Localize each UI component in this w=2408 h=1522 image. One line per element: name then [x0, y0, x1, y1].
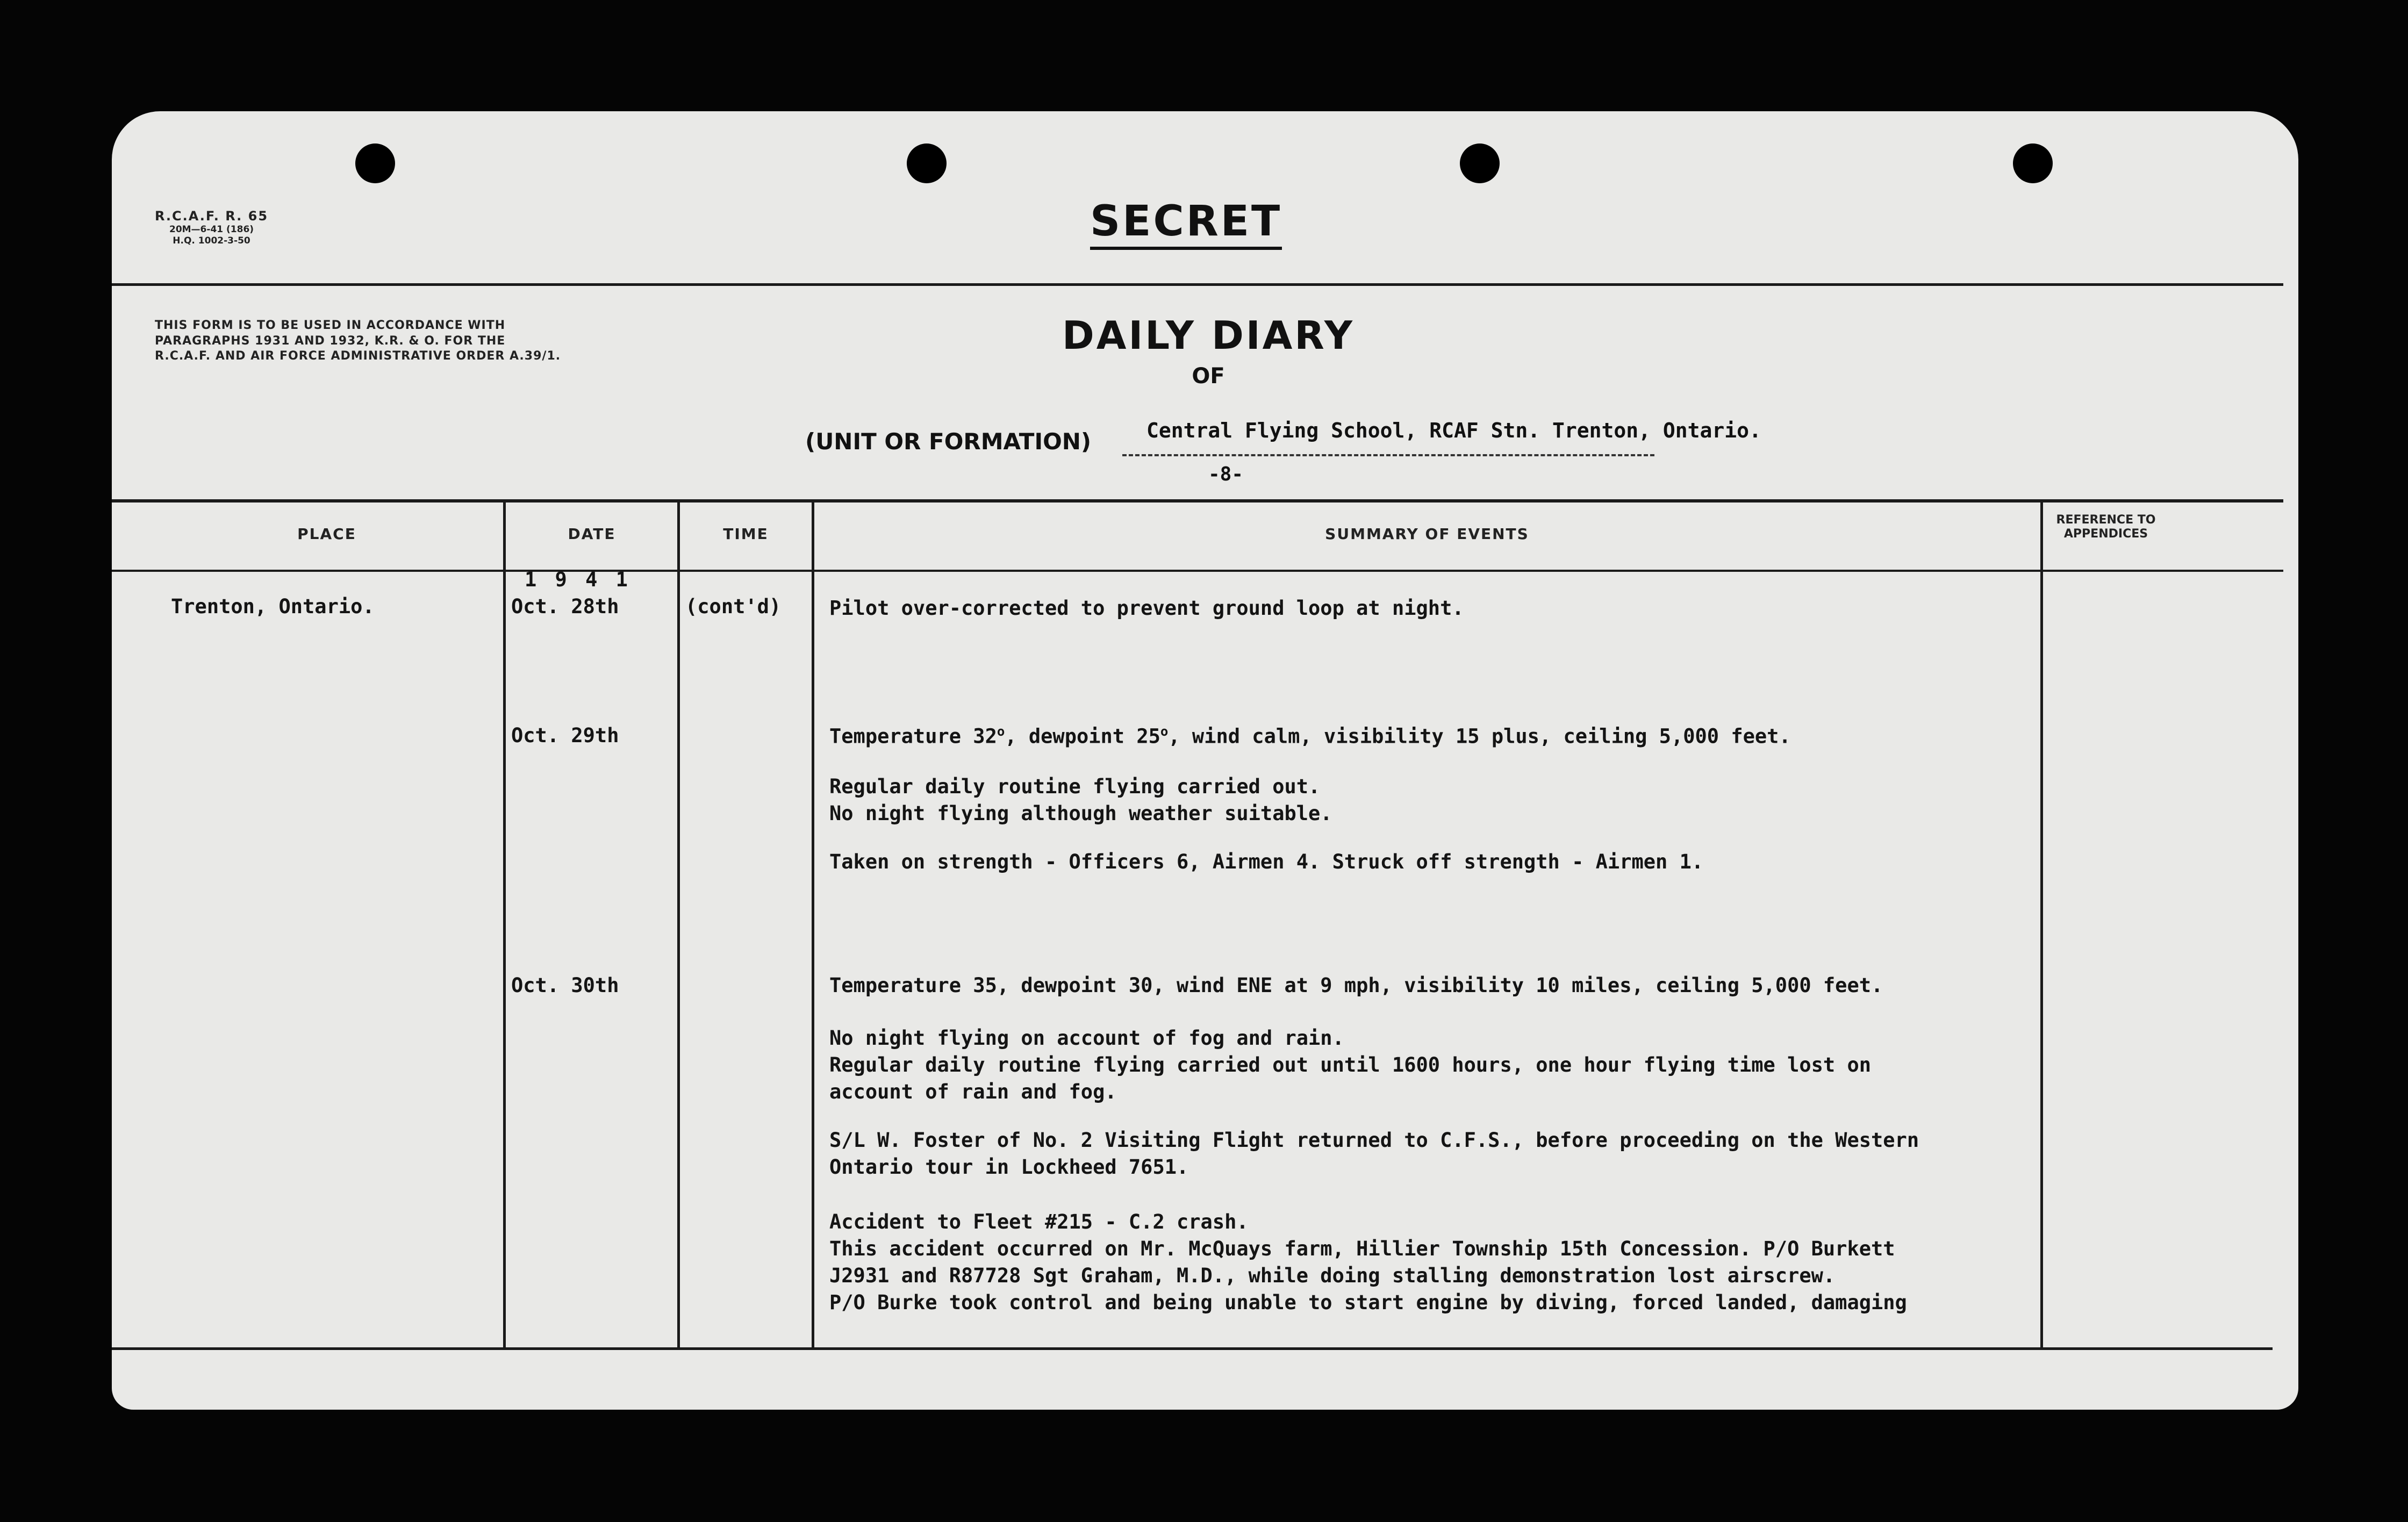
- column-divider: [503, 502, 506, 1347]
- column-header-reference: REFERENCE TO APPENDICES: [2056, 513, 2156, 541]
- entry-summary-block: [829, 849, 1703, 875]
- weather-text: , wind calm, visibility 15 plus, ceiling 5,000 feet.: [1168, 724, 1791, 748]
- column-header-summary: SUMMARY OF EVENTS: [1325, 525, 1529, 543]
- diary-of: OF: [1192, 364, 1225, 389]
- diary-title: DAILY DIARY: [1062, 313, 1355, 358]
- entry-year: 1 9 4 1: [525, 568, 631, 591]
- form-instructions: THIS FORM IS TO BE USED IN ACCORDANCE WITH PARAGRAPHS 1931 AND 1932, K.R. & O. FOR THE R.C.A.F. AND AIR FORCE ADMINISTRATIVE ORDER A.39/1.: [155, 319, 561, 363]
- summary-line: S/L W. Foster of No. 2 Visiting Flight returned to C.F.S., before proceeding on the Western: [829, 1129, 1919, 1152]
- form-code-line3: H.Q. 1002-3-50: [173, 235, 250, 247]
- entry-weather: Temperature 35, dewpoint 30, wind ENE at 9 mph, visibility 10 miles, ceiling 5,000 feet.: [829, 974, 1883, 997]
- column-divider: [677, 502, 680, 1347]
- summary-line: This accident occurred on Mr. McQuays farm, Hillier Township 15th Concession. P/O Burkett: [829, 1237, 1895, 1260]
- entry-summary-block: [829, 1025, 1871, 1105]
- summary-line: Taken on strength - Officers 6, Airmen 4. Struck off strength - Airmen 1.: [829, 850, 1704, 873]
- punch-hole: [907, 143, 947, 183]
- unit-underline: [1122, 454, 1654, 456]
- punch-hole: [1460, 143, 1500, 183]
- degree-symbol: o: [1160, 724, 1169, 739]
- entry-date: Oct. 30th: [511, 974, 619, 997]
- table-top-rule: [112, 499, 2283, 502]
- table-head-rule: [112, 570, 2283, 572]
- summary-line: Accident to Fleet #215 - C.2 crash.: [829, 1210, 1249, 1233]
- column-divider: [2040, 502, 2043, 1347]
- page-number: -8-: [1208, 463, 1244, 485]
- punch-hole: [2013, 143, 2053, 183]
- column-header-place: PLACE: [297, 525, 356, 543]
- summary-line: J2931 and R87728 Sgt Graham, M.D., while doing stalling demonstration lost airscrew.: [829, 1264, 1836, 1287]
- header-rule: [112, 283, 2283, 286]
- summary-line: Regular daily routine flying carried out.: [829, 775, 1321, 798]
- degree-symbol: o: [997, 724, 1005, 739]
- column-header-time: TIME: [723, 525, 769, 543]
- weather-text: , dewpoint 25: [1005, 724, 1160, 748]
- summary-line: No night flying on account of fog and rain.: [829, 1026, 1344, 1050]
- unit-label: (UNIT OR FORMATION): [805, 428, 1092, 455]
- form-code: [155, 208, 268, 247]
- summary-line: No night flying although weather suitable.: [829, 802, 1332, 825]
- entry-weather: [829, 724, 1791, 748]
- entry-time: (cont'd): [685, 595, 782, 618]
- summary-line: P/O Burke took control and being unable to start engine by diving, forced landed, damaging: [829, 1291, 1907, 1314]
- classification-heading: SECRET: [1090, 197, 1282, 250]
- entry-summary-block: [829, 1127, 1919, 1181]
- entry-date: Oct. 28th: [511, 595, 619, 618]
- summary-line: account of rain and fog.: [829, 1080, 1117, 1103]
- entry-summary-block: [829, 595, 1464, 622]
- form-code-line1: R.C.A.F. R. 65: [155, 209, 269, 224]
- form-code-line2: 20M—6-41 (186): [169, 224, 254, 235]
- diary-form-card: [112, 111, 2298, 1410]
- column-header-date: DATE: [568, 525, 616, 543]
- table-bottom-rule: [112, 1347, 2273, 1350]
- column-divider: [812, 502, 814, 1347]
- unit-value: Central Flying School, RCAF Stn. Trenton, Ontario.: [1146, 419, 1761, 442]
- entry-summary-block: [829, 1209, 1907, 1316]
- entry-date: Oct. 29th: [511, 724, 619, 747]
- summary-line: Ontario tour in Lockheed 7651.: [829, 1155, 1189, 1179]
- weather-text: Temperature 32: [829, 724, 997, 748]
- summary-line: Pilot over-corrected to prevent ground loop at night.: [829, 597, 1464, 620]
- entry-summary-block: [829, 773, 1332, 827]
- summary-line: Regular daily routine flying carried out until 1600 hours, one hour flying time lost on: [829, 1053, 1872, 1076]
- entry-place: Trenton, Ontario.: [171, 595, 375, 618]
- punch-hole: [355, 143, 395, 183]
